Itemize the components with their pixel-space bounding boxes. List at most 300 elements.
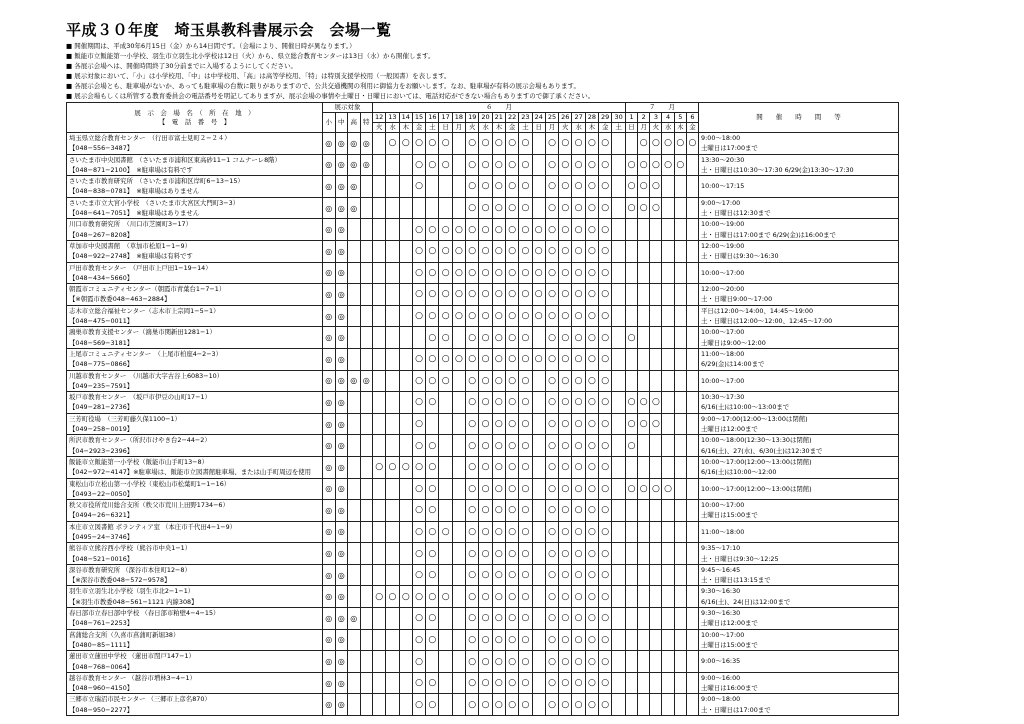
hours-line: 土曜日は15:00まで — [701, 511, 758, 520]
day-mark: ○ — [559, 348, 572, 370]
day-mark — [662, 694, 674, 716]
day-mark: ○ — [519, 456, 532, 478]
day-mark: ○ — [545, 262, 558, 284]
day-mark — [612, 348, 626, 370]
category-mark — [360, 694, 373, 716]
day-mark — [612, 176, 626, 198]
day-mark: ○ — [572, 370, 585, 392]
day-mark — [399, 500, 412, 522]
day-mark — [674, 240, 686, 262]
category-mark: ◎ — [335, 435, 348, 457]
table-row — [67, 154, 899, 176]
day-mark — [386, 370, 399, 392]
day-mark: ○ — [426, 392, 439, 414]
day-mark: ○ — [492, 608, 505, 630]
day-mark: ○ — [492, 456, 505, 478]
day-mark: ○ — [559, 305, 572, 327]
day-mark — [532, 435, 545, 457]
hours-line: 9:00〜16:35 — [701, 657, 741, 666]
day-mark — [662, 521, 674, 543]
day-mark: ○ — [572, 629, 585, 651]
day-mark: ○ — [466, 456, 479, 478]
day-mark: ○ — [466, 240, 479, 262]
day-mark — [650, 284, 662, 306]
day-mark: ○ — [426, 608, 439, 630]
day-mark — [612, 586, 626, 608]
day-mark: ○ — [519, 413, 532, 435]
weekday: 木 — [492, 123, 505, 133]
day-mark: ○ — [399, 456, 412, 478]
hours-line: 10:00〜17:00 — [701, 376, 745, 385]
day-mark — [532, 608, 545, 630]
category-mark — [348, 392, 361, 414]
day-mark — [399, 219, 412, 241]
day-mark: ○ — [585, 672, 598, 694]
day-mark: ○ — [599, 478, 612, 500]
category-mark: ◎ — [348, 608, 361, 630]
day-mark: ○ — [386, 133, 399, 155]
day-mark: ○ — [466, 176, 479, 198]
day-mark — [439, 564, 452, 586]
day-mark — [686, 370, 698, 392]
day-mark — [452, 478, 465, 500]
weekday: 金 — [686, 123, 698, 133]
day-mark: ○ — [572, 500, 585, 522]
day-mark: ○ — [439, 262, 452, 284]
venue-phone: 【04−2923−2396】 — [69, 446, 134, 455]
venue-phone: 【0480−85−1111】 — [69, 640, 134, 649]
hours-line: 13:30〜20:30 — [701, 155, 745, 164]
day-mark — [532, 543, 545, 565]
day-mark: ○ — [650, 478, 662, 500]
day-mark: ○ — [412, 392, 425, 414]
weekday: 火 — [466, 123, 479, 133]
day-mark — [625, 543, 637, 565]
venue-name: 秩父市役所荒川総合支所（秩父市荒川上田野1734−6） — [69, 501, 229, 510]
day-mark — [373, 392, 386, 414]
day-mark: ○ — [439, 154, 452, 176]
day-mark: ○ — [412, 694, 425, 716]
day-mark — [373, 327, 386, 349]
day-mark — [532, 370, 545, 392]
day-mark — [399, 629, 412, 651]
day-mark: ○ — [412, 586, 425, 608]
category-mark — [360, 413, 373, 435]
day-mark: ○ — [492, 392, 505, 414]
day-mark: ○ — [519, 672, 532, 694]
day-mark: ○ — [625, 435, 637, 457]
category-mark: ◎ — [335, 651, 348, 673]
day-mark — [399, 435, 412, 457]
day-mark — [686, 521, 698, 543]
target-header: 展示対象 — [323, 103, 373, 113]
day-mark: ○ — [545, 694, 558, 716]
day-mark: ○ — [519, 348, 532, 370]
venue-cell — [67, 586, 323, 608]
day-mark: ○ — [505, 521, 518, 543]
venue-phone: 【049−235−7591】 — [69, 381, 134, 390]
day-mark — [399, 284, 412, 306]
weekday: 土 — [612, 123, 626, 133]
day-mark: ○ — [373, 456, 386, 478]
day-mark: ○ — [492, 219, 505, 241]
venue-cell — [67, 456, 323, 478]
day-mark: ○ — [625, 392, 637, 414]
weekday: 木 — [674, 123, 686, 133]
hours-line: 土曜日は17:00まで — [701, 144, 758, 153]
hours-line: 10:00〜17:00 — [701, 268, 745, 277]
day-mark — [412, 197, 425, 219]
day-mark: ○ — [479, 435, 492, 457]
hours-line: 10:00〜17:15 — [701, 182, 745, 191]
category-mark — [348, 348, 361, 370]
category-mark — [360, 392, 373, 414]
hours-cell — [699, 586, 899, 608]
table-row — [67, 240, 899, 262]
day-mark: ○ — [479, 456, 492, 478]
venue-cell — [67, 413, 323, 435]
day-mark — [686, 672, 698, 694]
day-mark: ○ — [412, 478, 425, 500]
hours-cell — [699, 651, 899, 673]
day-mark — [674, 456, 686, 478]
day-mark: ○ — [585, 543, 598, 565]
venue-cell — [67, 608, 323, 630]
table-row — [67, 651, 899, 673]
day-mark: ○ — [439, 327, 452, 349]
category-mark — [348, 327, 361, 349]
day-mark — [625, 240, 637, 262]
day-mark: ○ — [545, 500, 558, 522]
day-mark — [386, 608, 399, 630]
note-item: ■ 飯能市立飯能第一小学校、羽生市立羽生北小学校は12日（火）から、県立総合教育センターは13日（水）から開催します。 — [66, 52, 435, 61]
day-mark: ○ — [439, 284, 452, 306]
day-mark — [612, 456, 626, 478]
category-mark — [348, 651, 361, 673]
day-mark — [426, 176, 439, 198]
day-mark: ○ — [426, 348, 439, 370]
day-mark — [452, 651, 465, 673]
day-mark — [650, 500, 662, 522]
day-mark: ○ — [638, 133, 650, 155]
day-mark — [373, 672, 386, 694]
day-mark: ○ — [545, 543, 558, 565]
day-mark — [662, 564, 674, 586]
day-mark: ○ — [638, 176, 650, 198]
day-mark — [674, 435, 686, 457]
note-item: ■ 展示会場もしくは所管する教育委員会の電話番号を明記してありますが、展示会場の事情や土曜日・日曜日においては、電話対応ができない場合もありますので御了承ください。 — [66, 92, 595, 101]
hours-cell — [699, 262, 899, 284]
day-mark: ○ — [466, 500, 479, 522]
category-header: 小 — [323, 113, 336, 133]
day-mark: ○ — [599, 608, 612, 630]
day-mark: ○ — [466, 629, 479, 651]
day-mark: ○ — [412, 305, 425, 327]
venue-name: 熊谷市立熊谷西小学校（熊谷市中央1−1） — [69, 544, 192, 553]
day-mark: ○ — [505, 305, 518, 327]
day-mark — [373, 154, 386, 176]
day-mark — [439, 478, 452, 500]
day-mark: ○ — [492, 672, 505, 694]
venue-cell — [67, 435, 323, 457]
hours-line: 11:00〜18:00 — [701, 349, 745, 358]
day-mark: ○ — [466, 305, 479, 327]
day-mark — [650, 586, 662, 608]
day-mark — [650, 694, 662, 716]
category-mark — [348, 456, 361, 478]
category-mark — [348, 672, 361, 694]
note-item: ■ 各展示会場へは、開催時間終了30分前までに入場するようにしてください。 — [66, 62, 297, 71]
day-mark — [452, 608, 465, 630]
category-mark: ◎ — [323, 219, 336, 241]
day-mark — [686, 327, 698, 349]
category-mark — [360, 240, 373, 262]
day-mark — [662, 392, 674, 414]
notes-list — [66, 41, 966, 102]
day-mark — [386, 327, 399, 349]
day-mark: ○ — [505, 348, 518, 370]
table-row — [67, 327, 899, 349]
day-mark — [532, 500, 545, 522]
day-mark: ○ — [412, 456, 425, 478]
venue-name: 草加市中央図書館 （草加市松原1−1−9） — [69, 241, 191, 250]
day-mark — [452, 154, 465, 176]
day-mark — [452, 521, 465, 543]
venue-cell — [67, 500, 323, 522]
category-mark: ◎ — [335, 500, 348, 522]
venue-cell — [67, 348, 323, 370]
day-mark: ○ — [519, 564, 532, 586]
day-mark — [452, 629, 465, 651]
category-mark: ◎ — [348, 370, 361, 392]
day-mark: ○ — [466, 651, 479, 673]
day-mark — [662, 435, 674, 457]
day-mark — [612, 154, 626, 176]
day-mark — [638, 240, 650, 262]
day-mark — [532, 651, 545, 673]
day-mark — [612, 478, 626, 500]
table-row — [67, 543, 899, 565]
day-mark — [452, 564, 465, 586]
venue-name: 上尾市コミュニティセンター （上尾市柏座4−2−3） — [69, 349, 223, 358]
day-mark: ○ — [572, 651, 585, 673]
day-mark: ○ — [545, 370, 558, 392]
category-header: 特 — [360, 113, 373, 133]
day-mark: ○ — [492, 521, 505, 543]
day-mark: ○ — [545, 608, 558, 630]
day-mark: ○ — [585, 500, 598, 522]
day-mark: ○ — [426, 305, 439, 327]
hours-line: 土・日曜日は10:30〜17:30 6/29(金)13:30〜17:30 — [701, 165, 854, 174]
venue-cell — [67, 478, 323, 500]
venue-cell — [67, 305, 323, 327]
day-mark — [386, 672, 399, 694]
day-mark: ○ — [572, 435, 585, 457]
day-mark — [373, 521, 386, 543]
category-mark — [348, 219, 361, 241]
hours-cell — [699, 154, 899, 176]
day-mark — [426, 413, 439, 435]
day-mark: ○ — [625, 197, 637, 219]
day-mark: ○ — [399, 133, 412, 155]
category-mark: ◎ — [335, 608, 348, 630]
day-mark: ○ — [426, 521, 439, 543]
venue-cell — [67, 672, 323, 694]
day-mark: ○ — [479, 521, 492, 543]
category-mark: ◎ — [348, 133, 361, 155]
day-mark — [638, 543, 650, 565]
day-mark: ○ — [412, 154, 425, 176]
day-mark: ○ — [519, 586, 532, 608]
day-mark: ○ — [426, 219, 439, 241]
day-mark: ○ — [662, 133, 674, 155]
day-mark: ○ — [426, 262, 439, 284]
day-mark — [386, 629, 399, 651]
day-mark — [452, 370, 465, 392]
venue-cell — [67, 521, 323, 543]
day-mark — [625, 586, 637, 608]
day-number: 15 — [412, 113, 425, 123]
day-mark: ○ — [559, 629, 572, 651]
category-mark: ◎ — [335, 327, 348, 349]
venue-cell — [67, 197, 323, 219]
day-mark: ○ — [426, 629, 439, 651]
category-mark: ◎ — [323, 586, 336, 608]
day-mark: ○ — [519, 284, 532, 306]
category-mark: ◎ — [323, 327, 336, 349]
day-mark: ○ — [572, 521, 585, 543]
venue-name: 越谷市教育センター （越谷市増林3−4−1） — [69, 673, 196, 682]
day-mark — [386, 500, 399, 522]
day-mark: ○ — [426, 672, 439, 694]
day-number: 17 — [439, 113, 452, 123]
day-mark: ○ — [492, 478, 505, 500]
day-mark: ○ — [585, 456, 598, 478]
category-mark: ◎ — [323, 651, 336, 673]
day-mark — [452, 456, 465, 478]
day-mark: ○ — [599, 521, 612, 543]
day-mark: ○ — [412, 262, 425, 284]
day-mark: ○ — [650, 176, 662, 198]
category-mark — [348, 284, 361, 306]
day-mark: ○ — [559, 456, 572, 478]
day-number: 28 — [585, 113, 598, 123]
day-mark: ○ — [585, 154, 598, 176]
day-mark: ○ — [545, 327, 558, 349]
day-mark: ○ — [505, 672, 518, 694]
day-mark: ○ — [625, 176, 637, 198]
day-mark: ○ — [412, 413, 425, 435]
day-mark: ○ — [559, 154, 572, 176]
hours-cell — [699, 521, 899, 543]
day-mark — [674, 564, 686, 586]
day-mark — [373, 629, 386, 651]
day-mark — [612, 435, 626, 457]
day-mark — [625, 348, 637, 370]
day-mark: ○ — [585, 284, 598, 306]
day-mark: ○ — [439, 133, 452, 155]
venue-cell — [67, 219, 323, 241]
category-mark: ◎ — [335, 521, 348, 543]
day-mark — [386, 521, 399, 543]
category-mark: ◎ — [335, 154, 348, 176]
venue-cell — [67, 543, 323, 565]
category-mark: ◎ — [323, 305, 336, 327]
day-mark — [662, 413, 674, 435]
hours-cell — [699, 219, 899, 241]
hours-cell — [699, 500, 899, 522]
day-mark: ○ — [559, 176, 572, 198]
day-mark: ○ — [492, 629, 505, 651]
day-mark: ○ — [572, 478, 585, 500]
venue-phone: 【※羽生市教委048−561−1121 内線308】 — [69, 597, 198, 606]
category-mark: ◎ — [323, 133, 336, 155]
day-mark: ○ — [625, 154, 637, 176]
day-mark — [373, 133, 386, 155]
day-mark: ○ — [572, 197, 585, 219]
day-mark — [439, 694, 452, 716]
day-mark: ○ — [572, 262, 585, 284]
day-mark: ○ — [412, 651, 425, 673]
day-mark — [662, 370, 674, 392]
day-mark: ○ — [559, 521, 572, 543]
venue-phone: 【048−950−2277】 — [69, 705, 134, 714]
venue-name: 蓮田市立蓮田中学校 （蓮田市閏戸147−1） — [69, 652, 195, 661]
day-mark: ○ — [519, 176, 532, 198]
category-mark — [348, 500, 361, 522]
weekday: 火 — [373, 123, 386, 133]
category-mark: ◎ — [323, 521, 336, 543]
day-mark: ○ — [545, 478, 558, 500]
venue-cell — [67, 262, 323, 284]
day-mark: ○ — [625, 478, 637, 500]
day-mark: ○ — [505, 176, 518, 198]
day-mark — [412, 327, 425, 349]
category-mark: ◎ — [323, 478, 336, 500]
day-mark — [612, 672, 626, 694]
hours-line: 土曜日は15:00まで — [701, 640, 758, 649]
day-mark: ○ — [466, 413, 479, 435]
day-mark: ○ — [519, 133, 532, 155]
day-mark: ○ — [505, 586, 518, 608]
day-mark: ○ — [662, 478, 674, 500]
day-mark — [625, 608, 637, 630]
day-mark — [650, 629, 662, 651]
day-mark: ○ — [492, 197, 505, 219]
venue-phone: 【048−922−2748】 ※駐車場は有料です — [69, 252, 193, 261]
table-row — [67, 564, 899, 586]
day-mark: ○ — [505, 651, 518, 673]
day-mark: ○ — [505, 564, 518, 586]
hours-cell — [699, 240, 899, 262]
category-mark: ◎ — [335, 456, 348, 478]
day-mark: ○ — [545, 521, 558, 543]
hours-line: 10:00〜17:00 — [701, 328, 745, 337]
day-mark: ○ — [479, 284, 492, 306]
day-mark — [439, 456, 452, 478]
category-mark: ◎ — [335, 176, 348, 198]
table-row — [67, 176, 899, 198]
day-mark — [399, 327, 412, 349]
day-mark: ○ — [505, 608, 518, 630]
day-mark — [674, 284, 686, 306]
day-mark — [686, 564, 698, 586]
day-mark — [686, 197, 698, 219]
table-row — [67, 435, 899, 457]
day-mark: ○ — [585, 348, 598, 370]
hours-cell — [699, 694, 899, 716]
day-mark: ○ — [466, 219, 479, 241]
